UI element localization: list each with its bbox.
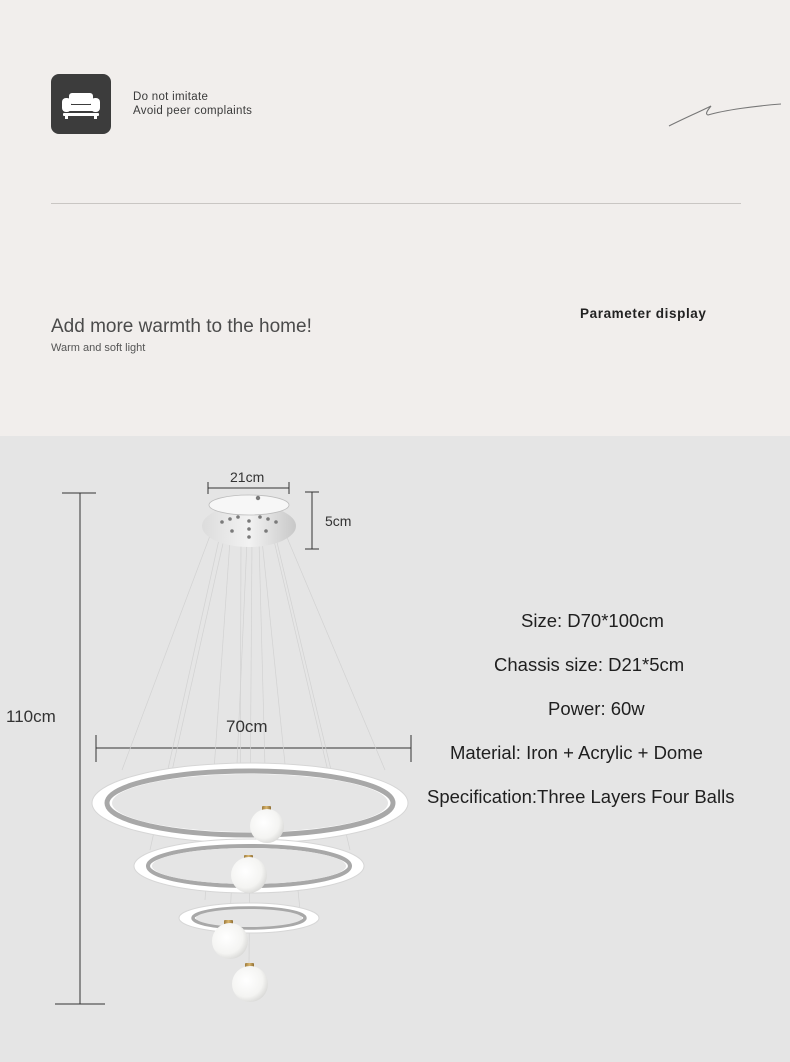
total-height-label: 110cm (6, 707, 56, 726)
ring-diameter-dimension (96, 735, 411, 762)
top-section (0, 0, 790, 436)
ring-diameter-label: 70cm (226, 717, 268, 736)
canopy (202, 495, 296, 547)
spec-specification: Specification:Three Layers Four Balls (427, 786, 735, 807)
divider (51, 203, 741, 204)
spec-material: Material: Iron + Acrylic + Dome (450, 742, 703, 763)
spec-size: Size: D70*100cm (521, 610, 664, 631)
section-title: Parameter display (580, 306, 707, 321)
ring-small (179, 903, 319, 933)
spec-power: Power: 60w (548, 698, 645, 719)
chassis-width-label: 21cm (230, 469, 265, 485)
suspension-wires (122, 525, 385, 965)
ring-large (92, 763, 408, 843)
notice-line-2: Avoid peer complaints (133, 105, 253, 117)
spec-chassis-size: Chassis size: D21*5cm (494, 654, 685, 675)
notice-line-1: Do not imitate (133, 91, 209, 103)
sofa-icon (51, 74, 111, 134)
signature-icon (665, 98, 785, 130)
intro-heading: Add more warmth to the home! (51, 316, 312, 337)
intro-subheading: Warm and soft light (51, 342, 146, 354)
globe-ball (232, 963, 268, 1002)
chassis-height-dimension (305, 492, 319, 549)
copyright-notice (133, 90, 252, 118)
chassis-height-label: 5cm (325, 513, 352, 529)
